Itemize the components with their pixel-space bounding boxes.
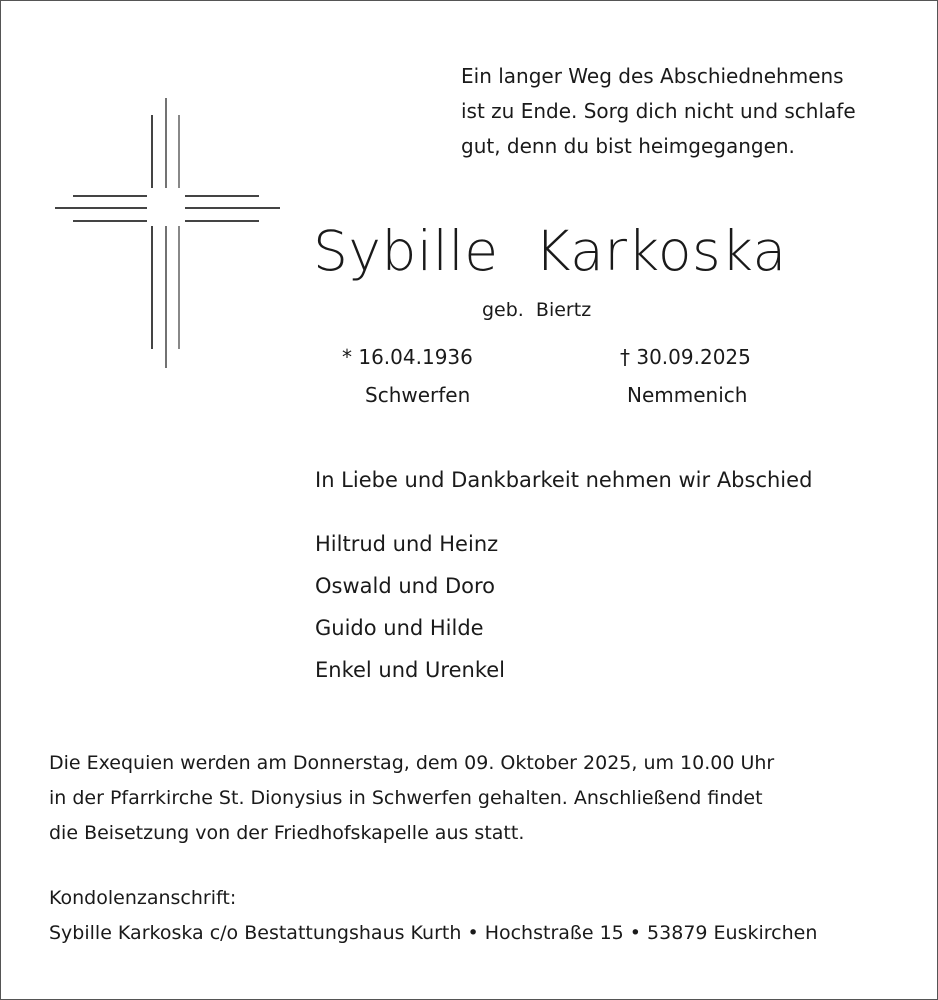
service-info bbox=[49, 746, 774, 851]
mourners-list bbox=[315, 523, 505, 691]
farewell-text: In Liebe und Dankbarkeit nehmen wir Abschied bbox=[315, 468, 813, 492]
death-date: † 30.09.2025 bbox=[620, 345, 751, 369]
cross-icon bbox=[1, 1, 301, 381]
service-line: in der Pfarrkirche St. Dionysius in Schwerfen gehalten. Anschließend findet bbox=[49, 787, 763, 809]
birth-name: geb. Biertz bbox=[482, 299, 592, 321]
birth-place: Schwerfen bbox=[365, 383, 471, 407]
mourner: Hiltrud und Heinz bbox=[315, 532, 499, 556]
quote-line: ist zu Ende. Sorg dich nicht und schlafe bbox=[461, 99, 856, 123]
mourner: Enkel und Urenkel bbox=[315, 658, 505, 682]
mourner: Oswald und Doro bbox=[315, 574, 496, 598]
deceased-name: Sybille Karkoska bbox=[313, 219, 787, 283]
quote-line: Ein langer Weg des Abschiednehmens bbox=[461, 64, 844, 88]
service-line: Die Exequien werden am Donnerstag, dem 09. Oktober 2025, um 10.00 Uhr bbox=[49, 752, 775, 774]
service-line: die Beisetzung von der Friedhofskapelle aus statt. bbox=[49, 822, 525, 844]
memorial-quote bbox=[461, 59, 856, 164]
condolence-address-line: Sybille Karkoska c/o Bestattungshaus Kurth • Hochstraße 15 • 53879 Euskirchen bbox=[49, 922, 818, 944]
quote-line: gut, denn du bist heimgegangen. bbox=[461, 134, 795, 158]
mourner: Guido und Hilde bbox=[315, 616, 484, 640]
birth-date: * 16.04.1936 bbox=[342, 345, 473, 369]
condolence-address bbox=[49, 881, 817, 951]
condolence-label: Kondolenzanschrift: bbox=[49, 887, 237, 909]
death-place: Nemmenich bbox=[627, 383, 748, 407]
